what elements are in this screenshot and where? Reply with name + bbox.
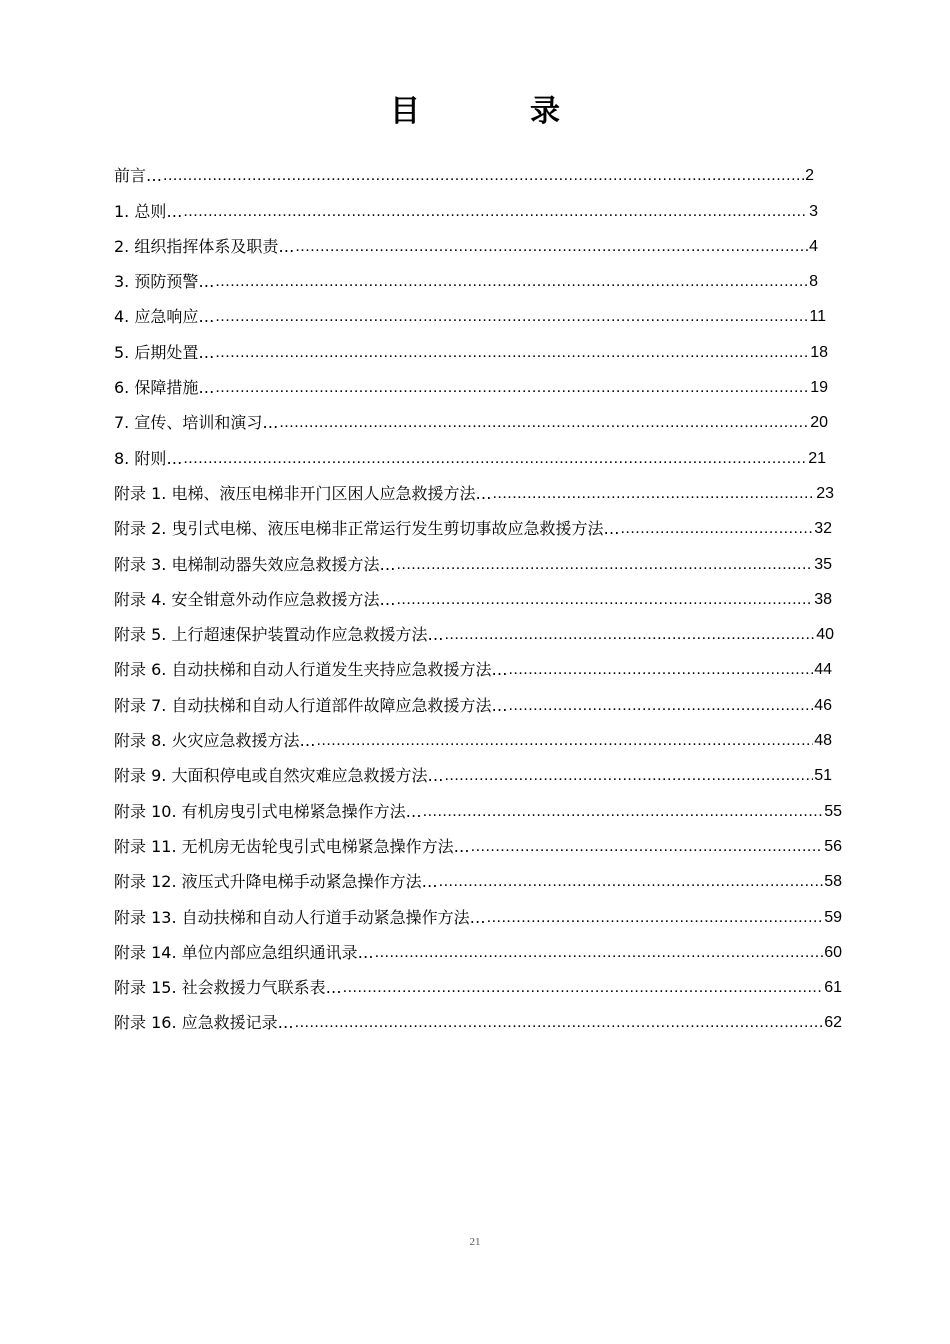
toc-entry[interactable] (114, 681, 832, 716)
toc-entry-page-number: 48 (814, 732, 832, 750)
toc-entry-title: 附录 16. 应急救援记录… (114, 1013, 294, 1033)
toc-dot-leader (183, 448, 807, 470)
toc-entry-title: 2. 组织指挥体系及职责… (114, 236, 295, 256)
toc-entry-title: 8. 附则… (114, 448, 183, 468)
toc-entry-title: 4. 应急响应… (114, 307, 215, 327)
toc-dot-leader (375, 942, 824, 964)
toc-dot-leader (492, 483, 815, 505)
toc-entry-page-number: 51 (814, 767, 832, 785)
toc-dot-leader (396, 554, 813, 576)
toc-dot-leader (439, 871, 824, 893)
toc-entry-page-number: 8 (809, 273, 818, 291)
toc-entry[interactable] (114, 293, 826, 328)
toc-entry[interactable] (114, 470, 834, 505)
toc-entry-page-number: 21 (808, 449, 826, 467)
toc-entry-page-number: 46 (814, 696, 832, 714)
toc-entry[interactable] (114, 929, 842, 964)
toc-entry-page-number: 4 (809, 237, 818, 255)
toc-dot-leader (508, 695, 813, 717)
toc-entry-title: 1. 总则… (114, 201, 183, 221)
toc-dot-leader (423, 801, 824, 823)
toc-entry[interactable] (114, 152, 814, 187)
toc-entry-page-number: 38 (814, 590, 832, 608)
toc-dot-leader (508, 659, 813, 681)
toc-entry-page-number: 32 (814, 520, 832, 538)
toc-entry-title: 附录 9. 大面积停电或自然灾难应急救援方法… (114, 766, 444, 786)
toc-dot-leader (620, 518, 813, 540)
toc-dot-leader (183, 201, 808, 223)
toc-dot-leader (444, 624, 815, 646)
toc-entry-page-number: 11 (809, 308, 826, 326)
toc-dot-leader (215, 342, 809, 364)
toc-entry[interactable] (114, 328, 828, 363)
toc-entry[interactable] (114, 364, 828, 399)
toc-entry-page-number: 35 (814, 555, 832, 573)
toc-entry-title: 附录 4. 安全钳意外动作应急救援方法… (114, 589, 396, 609)
toc-entry[interactable] (114, 187, 818, 222)
toc-entry-page-number: 58 (824, 873, 842, 891)
toc-entry[interactable] (114, 258, 818, 293)
page-title: 目 录 (390, 94, 600, 129)
toc-entry-title: 3. 预防预警… (114, 272, 215, 292)
toc-entry-title: 附录 10. 有机房曳引式电梯紧急操作方法… (114, 801, 422, 821)
toc-entry-page-number: 3 (809, 202, 818, 220)
toc-dot-leader (487, 907, 824, 929)
toc-entry-title: 附录 2. 曳引式电梯、液压电梯非正常运行发生剪切事故应急救援方法… (114, 519, 620, 539)
toc-entry-page-number: 40 (816, 626, 834, 644)
toc-entry-page-number: 18 (810, 343, 828, 361)
toc-entry-title: 附录 15. 社会救援力气联系表… (114, 978, 342, 998)
table-of-contents (114, 152, 854, 1034)
toc-entry-title: 附录 1. 电梯、液压电梯非开门区困人应急救援方法… (114, 483, 492, 503)
toc-entry-page-number: 56 (824, 837, 842, 855)
toc-entry-title: 附录 6. 自动扶梯和自动人行道发生夹持应急救援方法… (114, 660, 508, 680)
toc-entry-page-number: 62 (824, 1014, 842, 1032)
toc-entry[interactable] (114, 540, 832, 575)
toc-entry-page-number: 2 (805, 167, 814, 185)
toc-dot-leader (343, 977, 824, 999)
toc-entry[interactable] (114, 858, 842, 893)
toc-entry-title: 附录 13. 自动扶梯和自动人行道手动紧急操作方法… (114, 907, 486, 927)
toc-entry[interactable] (114, 646, 832, 681)
toc-entry[interactable] (114, 505, 832, 540)
toc-dot-leader (295, 236, 808, 258)
toc-entry-title: 附录 3. 电梯制动器失效应急救援方法… (114, 554, 396, 574)
toc-entry-page-number: 23 (816, 484, 834, 502)
page-number: 21 (469, 1236, 481, 1248)
toc-dot-leader (215, 377, 809, 399)
toc-dot-leader (396, 589, 813, 611)
toc-entry-page-number: 44 (814, 661, 832, 679)
toc-dot-leader (163, 165, 804, 187)
toc-entry[interactable] (114, 223, 818, 258)
toc-entry[interactable] (114, 787, 842, 822)
toc-entry-page-number: 59 (824, 908, 842, 926)
toc-entry[interactable] (114, 964, 842, 999)
toc-entry[interactable] (114, 752, 832, 787)
toc-entry-title: 附录 5. 上行超速保护装置动作应急救援方法… (114, 625, 444, 645)
toc-entry[interactable] (114, 893, 842, 928)
toc-entry[interactable] (114, 717, 832, 752)
toc-entry-page-number: 19 (810, 379, 828, 397)
toc-dot-leader (316, 730, 813, 752)
toc-entry-title: 前言… (114, 166, 163, 186)
toc-dot-leader (215, 271, 808, 293)
toc-entry-title: 7. 宣传、培训和演习… (114, 413, 279, 433)
toc-entry[interactable] (114, 399, 828, 434)
toc-entry-title: 附录 7. 自动扶梯和自动人行道部件故障应急救援方法… (114, 695, 508, 715)
toc-entry[interactable] (114, 611, 834, 646)
toc-entry-title: 5. 后期处置… (114, 342, 215, 362)
toc-entry-title: 附录 14. 单位内部应急组织通讯录… (114, 942, 374, 962)
toc-entry-page-number: 60 (824, 943, 842, 961)
toc-dot-leader (471, 836, 824, 858)
toc-entry-page-number: 20 (810, 414, 828, 432)
toc-entry[interactable] (114, 823, 842, 858)
toc-entry-page-number: 61 (824, 979, 842, 997)
toc-dot-leader (215, 306, 808, 328)
toc-entry-title: 附录 12. 液压式升降电梯手动紧急操作方法… (114, 872, 438, 892)
toc-entry-title: 附录 11. 无机房无齿轮曳引式电梯紧急操作方法… (114, 836, 470, 856)
toc-dot-leader (295, 1012, 824, 1034)
toc-entry-title: 附录 8. 火灾应急救援方法… (114, 731, 316, 751)
toc-entry-page-number: 55 (824, 802, 842, 820)
toc-dot-leader (279, 412, 809, 434)
toc-entry[interactable] (114, 434, 826, 469)
toc-entry[interactable] (114, 576, 832, 611)
toc-entry-title: 6. 保障措施… (114, 378, 215, 398)
toc-dot-leader (444, 765, 813, 787)
toc-entry[interactable] (114, 999, 842, 1034)
